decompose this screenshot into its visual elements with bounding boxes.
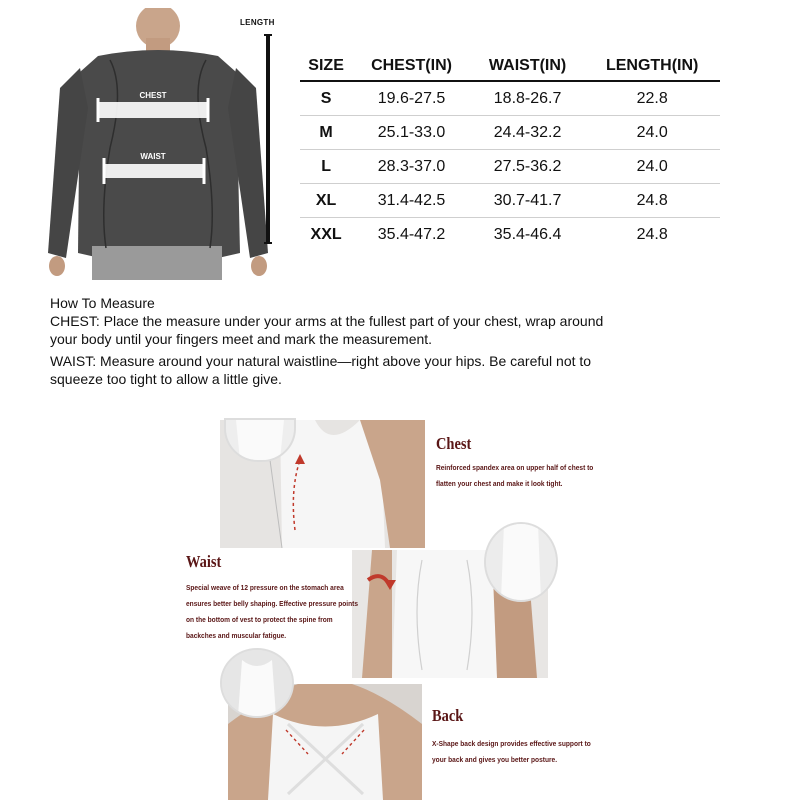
header-size: SIZE [300,52,352,81]
table-row [300,218,720,252]
chest-cell: 35.4-47.2 [377,225,446,243]
length-indicator [264,34,272,244]
waist-label: WAIST [140,152,166,161]
size-cell: XL [300,184,352,218]
chest-cell: 19.6-27.5 [352,81,471,116]
back-feature-description: X-Shape back design provides effective support to your back and gives you better posture. [432,739,591,764]
waist-detail-circle [484,522,558,602]
size-cell: M [300,116,352,150]
length-cell: 24.0 [584,116,720,150]
table-row [300,184,720,218]
waist-cell: 27.5-36.2 [471,150,584,184]
waist-cell: 24.4-32.2 [471,116,584,150]
chest-cell: 28.3-37.0 [352,150,471,184]
length-label: LENGTH [240,18,275,27]
length-cell: 24.0 [584,150,720,184]
waist-cell: 35.4-46.4 [493,225,562,243]
table-header-row [300,52,720,81]
header-chest: CHEST(IN) [352,52,471,81]
header-waist: WAIST(IN) [471,52,584,81]
waist-cell: 30.7-41.7 [471,184,584,218]
back-feature-title: Back [432,706,464,725]
waist-feature-description: Special weave of 12 pressure on the stomach area ensures better belly shaping. Effective pressure points on the bottom of vest to protect the spine from backches and muscular fatigue. [186,583,359,640]
size-chart-table [300,52,720,251]
length-cell: 24.8 [636,225,668,243]
header-length: LENGTH(IN) [584,52,720,81]
waist-instructions: WAIST: Measure around your natural waistline—right above your hips. Be careful not to squeeze too tight to allow a little give. [50,353,592,387]
table-row [300,81,720,116]
size-cell: XXL [310,225,342,243]
length-cell: 22.8 [584,81,720,116]
table-row [300,150,720,184]
back-detail-circle [220,648,294,718]
size-cell: L [300,150,352,184]
chest-instructions: CHEST: Place the measure under your arms at the fullest part of your chest, wrap around your body until your fingers meet and mark the measurement. [50,313,604,347]
how-to-measure-title: How To Measure [50,295,155,311]
chest-cell: 31.4-42.5 [352,184,471,218]
how-to-measure-section [50,294,620,388]
size-cell: S [300,81,352,116]
chest-cell: 25.1-33.0 [352,116,471,150]
waist-feature-title: Waist [186,552,222,571]
waist-cell: 18.8-26.7 [471,81,584,116]
chest-feature-title: Chest [436,434,472,453]
chest-feature-description: Reinforced spandex area on upper half of chest to flatten your chest and make it look tight. [436,463,594,488]
shirt-measurement-figure [40,8,290,280]
length-cell: 24.8 [584,184,720,218]
chest-label: CHEST [139,91,167,100]
table-row [300,116,720,150]
